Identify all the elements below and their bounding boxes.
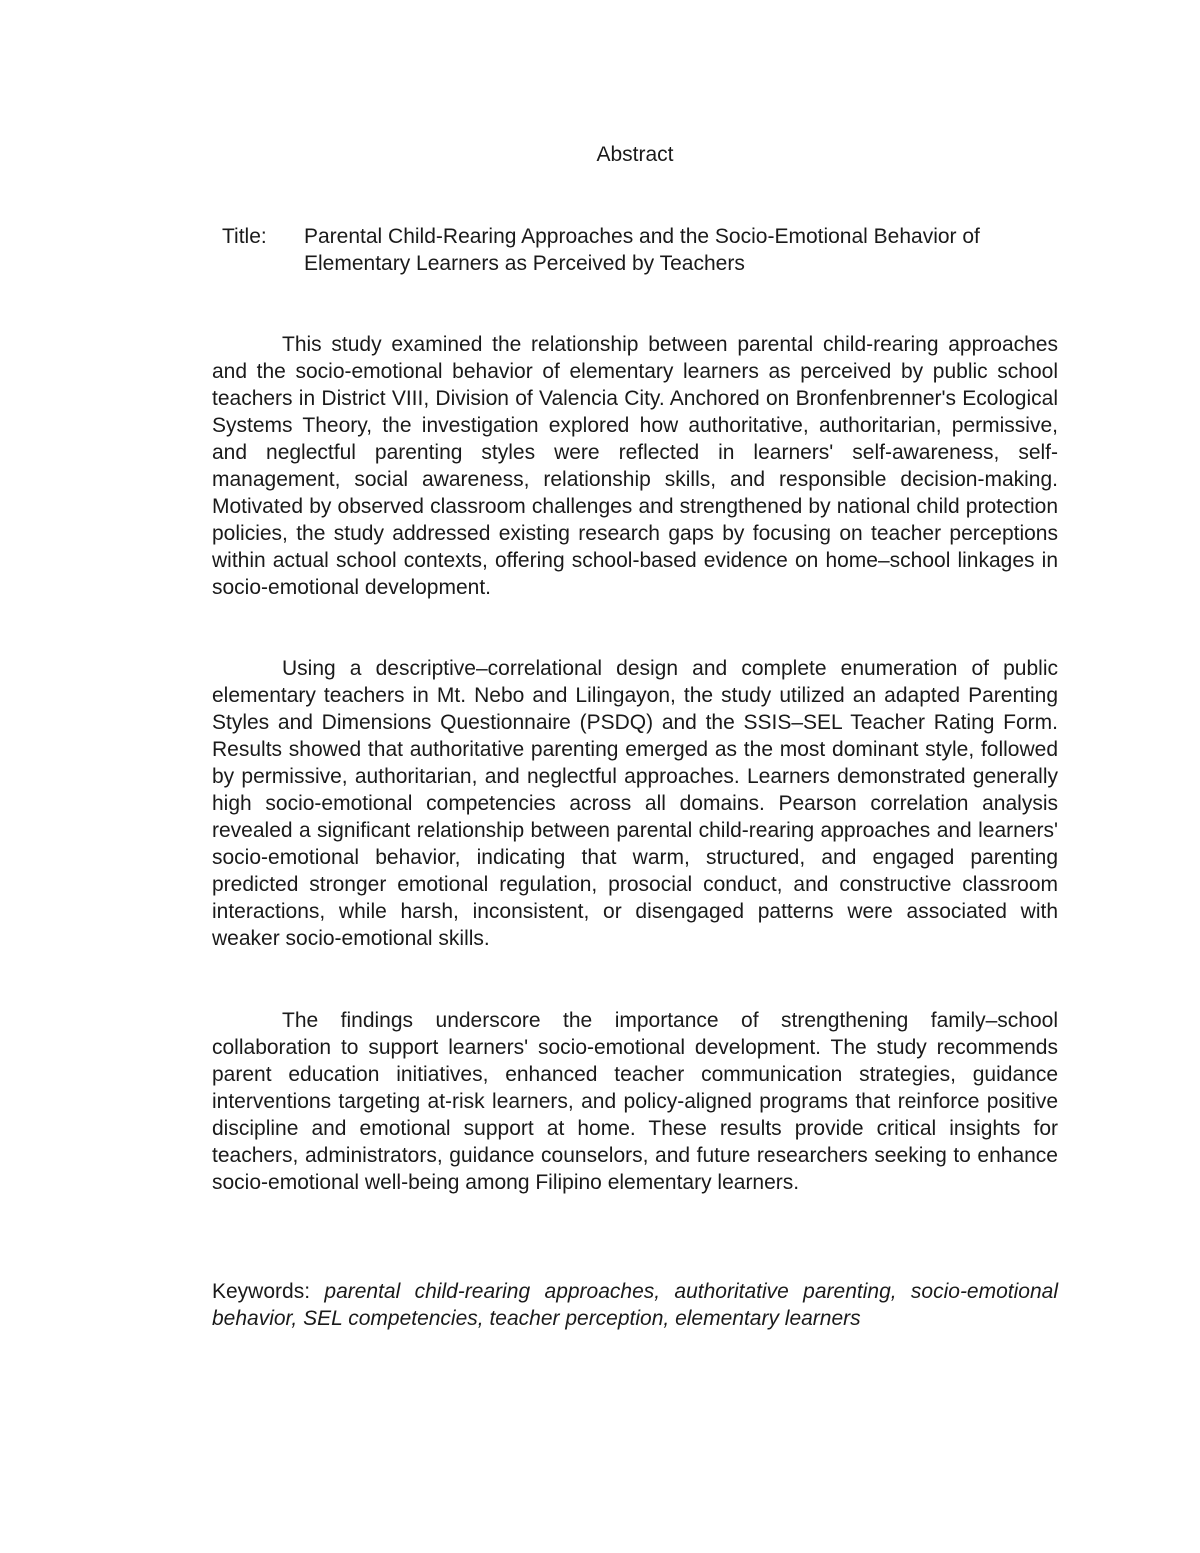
title-label: Title: (222, 225, 267, 248)
keywords-list: parental child-rearing approaches, authoritative parenting, socio-emotional behavior, SEL competencies, teacher perception, elementary learners (212, 1280, 1058, 1330)
keywords-label: Keywords: (212, 1280, 311, 1303)
abstract-paragraph-2: Using a descriptive–correlational design and complete enumeration of public elementary teachers in Mt. Nebo and Lilingayon, the study utilized an adapted Parenting Styles and Dimensions Questionnaire (PSDQ) and the SSIS–SEL Teacher Rating Form. Results showed that authoritative parenting emerged as the most dominant style, followed by permissive, authoritarian, and neglectful approaches. Learners demonstrated generally high socio-emotional competencies across all domains. Pearson correlation analysis revealed a significant relationship between parental child-rearing approaches and learners' socio-emotional behavior, indicating that warm, structured, and engaged parenting predicted stronger emotional regulation, prosocial conduct, and constructive classroom interactions, while harsh, inconsistent, or disengaged patterns were associated with weaker socio-emotional skills. (212, 657, 1058, 950)
keywords-line (212, 1278, 1058, 1332)
abstract-paragraph-1: This study examined the relationship between parental child-rearing approaches and the socio-emotional behavior of elementary learners as perceived by public school teachers in District VIII, Division of Valencia City. Anchored on Bronfenbrenner's Ecological Systems Theory, the investigation explored how authoritative, authoritarian, permissive, and neglectful parenting styles were reflected in learners' self-awareness, self-management, social awareness, relationship skills, and responsible decision-making. Motivated by observed classroom challenges and strengthened by national child protection policies, the study addressed existing research gaps by focusing on teacher perceptions within actual school contexts, offering school-based evidence on home–school linkages in socio-emotional development. (212, 333, 1058, 599)
abstract-paragraph-3: The findings underscore the importance of strengthening family–school collaboration to support learners' socio-emotional development. The study recommends parent education initiatives, enhanced teacher communication strategies, guidance interventions targeting at-risk learners, and policy-aligned programs that reinforce positive discipline and emotional support at home. These results provide critical insights for teachers, administrators, guidance counselors, and future researchers seeking to enhance socio-emotional well-being among Filipino elementary learners. (212, 1009, 1058, 1194)
abstract-heading: Abstract (596, 143, 674, 166)
title-text: Parental Child-Rearing Approaches and the Socio-Emotional Behavior of Elementary Learners as Perceived by Teachers (304, 225, 980, 275)
